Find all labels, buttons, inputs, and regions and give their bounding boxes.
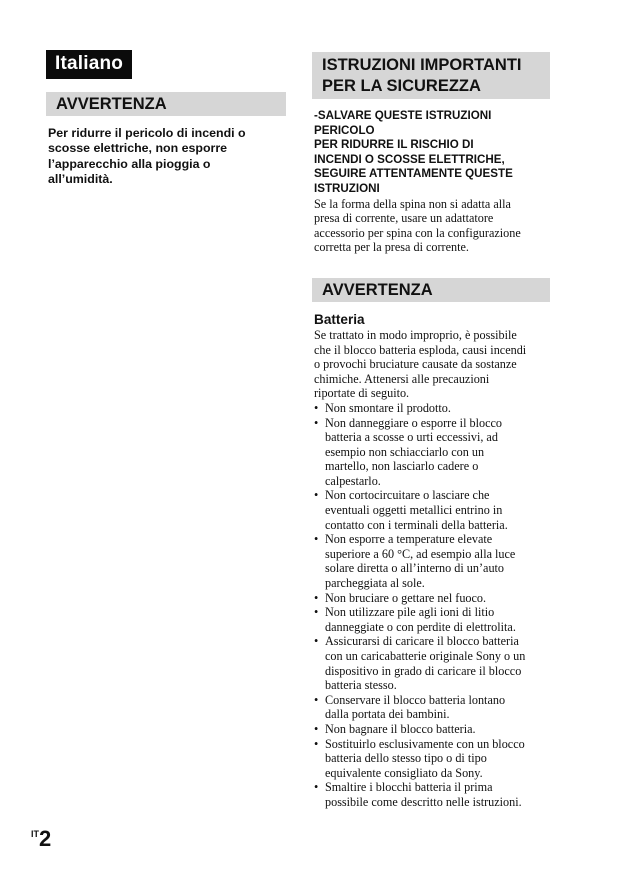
list-item <box>314 591 550 606</box>
list-item-line: dispositivo in grado di caricare il blocco <box>325 663 522 678</box>
battery-intro-line: chimiche. Attenersi alle precauzioni <box>314 371 490 386</box>
list-item-line: calpestarlo. <box>325 473 381 488</box>
list-item-line: Conservare il blocco batteria lontano <box>325 692 506 707</box>
safety-instructions-heading <box>312 52 550 99</box>
save-line: PER RIDURRE IL RISCHIO DI <box>314 138 474 152</box>
list-item <box>314 488 550 532</box>
fire-shock-warning <box>46 126 286 188</box>
warning-line: l’apparecchio alla pioggia o <box>48 156 211 171</box>
list-item <box>314 605 550 634</box>
list-item <box>314 401 550 416</box>
left-column <box>46 50 286 188</box>
bullet-icon: • <box>314 780 319 795</box>
list-item-line: contatto con i terminali della batteria. <box>325 517 508 532</box>
plug-line: presa di corrente, usare un adattatore <box>314 211 494 226</box>
bullet-icon: • <box>314 415 319 430</box>
list-item-line: possibile come descritto nelle istruzioni. <box>325 794 522 809</box>
heading-line: PER LA SICUREZZA <box>322 77 481 95</box>
heading-line: ISTRUZIONI IMPORTANTI <box>322 56 522 74</box>
bullet-icon: • <box>314 400 319 415</box>
list-item-line: con un caricabatterie originale Sony o un <box>325 649 526 663</box>
save-instructions-block <box>312 109 550 197</box>
list-item-line: martello, non lasciarlo cadere o <box>325 459 479 474</box>
bullet-icon: • <box>314 721 319 736</box>
save-line: ISTRUZIONI <box>314 181 380 195</box>
plug-line: corretta per la presa di corrente. <box>314 240 469 255</box>
list-item <box>314 780 550 809</box>
list-item-line: esempio non schiacciarlo con un <box>325 444 485 459</box>
list-item-line: batteria a scosse o urti eccessivi, ad <box>325 430 498 445</box>
battery-intro-line: che il blocco batteria esploda, causi incendi <box>314 342 527 357</box>
list-item-line: parcheggiata al sole. <box>325 576 425 591</box>
list-item-line: Non smontare il prodotto. <box>325 400 451 415</box>
list-item-line: Smaltire i blocchi batteria il prima <box>325 780 493 795</box>
save-line: PERICOLO <box>314 123 375 137</box>
page-prefix: IT <box>31 829 39 839</box>
list-item-line: Non bagnare il blocco batteria. <box>325 721 476 736</box>
plug-line: accessorio per spina con la configurazione <box>314 225 521 240</box>
battery-intro <box>312 328 550 401</box>
bullet-icon: • <box>314 736 319 751</box>
plug-line: Se la forma della spina non si adatta alla <box>314 196 511 211</box>
list-item-line: Non bruciare o gettare nel fuoco. <box>325 590 487 605</box>
list-item <box>314 722 550 737</box>
warning-line: Per ridurre il pericolo di incendi o <box>48 126 246 140</box>
page-number <box>31 826 51 852</box>
bullet-icon: • <box>314 692 319 707</box>
battery-intro-line: Se trattato in modo improprio, è possibile <box>314 327 517 342</box>
list-item-line: equivalente consigliato da Sony. <box>325 765 483 780</box>
save-line: SEGUIRE ATTENTAMENTE QUESTE <box>314 167 513 181</box>
list-item-line: Assicurarsi di caricare il blocco batteria <box>325 634 519 649</box>
list-item <box>314 634 550 692</box>
list-item-line: eventuali oggetti metallici entrino in <box>325 503 503 518</box>
list-item-line: danneggiate o con perdite di elettrolita. <box>325 619 516 634</box>
list-item-line: Non cortocircuitare o lasciare che <box>325 488 490 503</box>
list-item-line: Non danneggiare o esporre il blocco <box>325 415 502 430</box>
battery-heading: Batteria <box>314 311 365 327</box>
warning-heading-right: AVVERTENZA <box>312 278 550 302</box>
bullet-icon: • <box>314 605 319 620</box>
warning-line: all’umidità. <box>48 172 113 187</box>
battery-precautions-list <box>312 401 550 810</box>
right-column <box>312 52 550 810</box>
list-item <box>314 532 550 590</box>
warning-line: scosse elettriche, non esporre <box>48 141 228 156</box>
battery-intro-line: o provochi bruciature causate da sostanze <box>314 357 517 372</box>
list-item-line: superiore a 60 °C, ad esempio alla luce <box>325 546 516 561</box>
warning-heading-left: AVVERTENZA <box>46 92 286 116</box>
battery-intro-line: riportate di seguito. <box>314 386 410 401</box>
list-item <box>314 737 550 781</box>
list-item-line: Sostituirlo esclusivamente con un blocco <box>325 736 525 751</box>
list-item-line: Non utilizzare pile agli ioni di litio <box>325 605 495 620</box>
list-item-line: Non esporre a temperature elevate <box>325 532 493 547</box>
language-tab: Italiano <box>46 50 132 79</box>
save-line: -SALVARE QUESTE ISTRUZIONI <box>314 109 492 122</box>
bullet-icon: • <box>314 532 319 547</box>
list-item <box>314 693 550 722</box>
page-number-value: 2 <box>39 826 52 851</box>
bullet-icon: • <box>314 634 319 649</box>
bullet-icon: • <box>314 488 319 503</box>
bullet-icon: • <box>314 590 319 605</box>
list-item <box>314 416 550 489</box>
list-item-line: solare diretta o all’interno di un’auto <box>325 561 505 576</box>
list-item-line: dalla portata dei bambini. <box>325 707 450 722</box>
list-item-line: batteria dello stesso tipo o di tipo <box>325 751 487 766</box>
plug-adapter-paragraph <box>312 197 550 255</box>
list-item-line: batteria stesso. <box>325 678 397 693</box>
save-line: INCENDI O SCOSSE ELETTRICHE, <box>314 152 505 166</box>
